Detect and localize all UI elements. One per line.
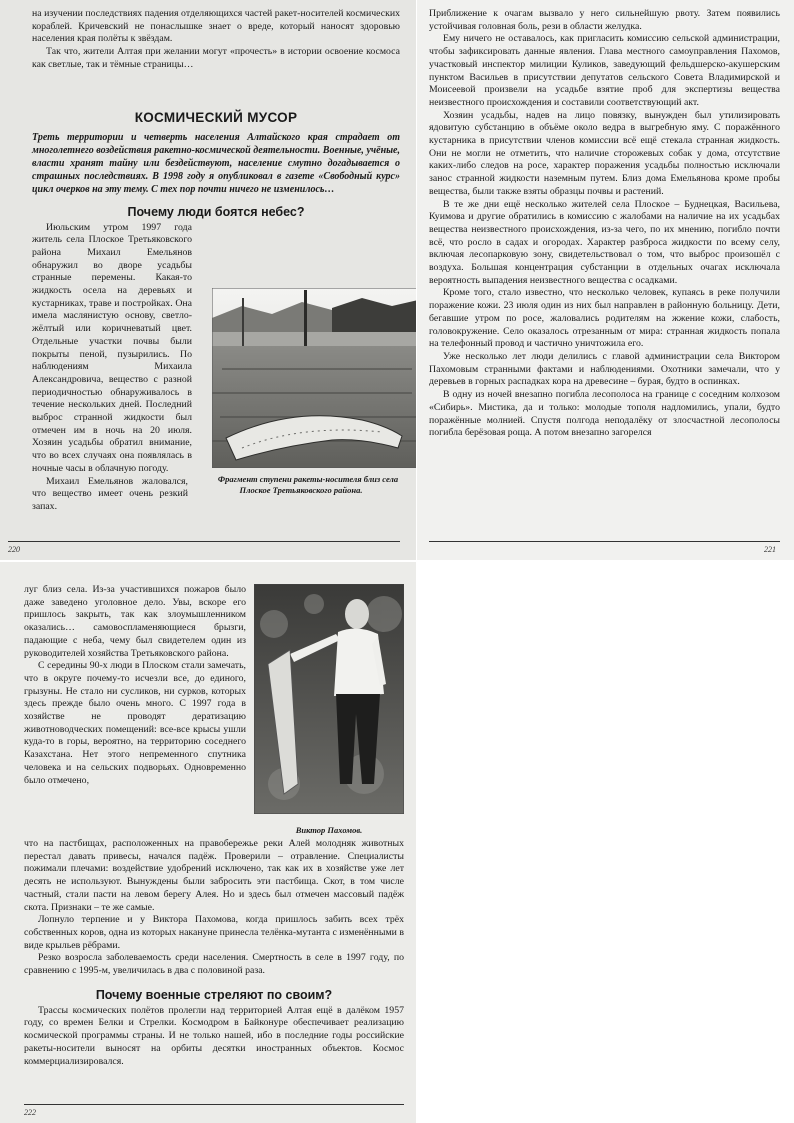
rocket-fragment-photo	[212, 288, 416, 468]
rocket-fragment-figure	[198, 288, 404, 502]
footer-rule	[24, 1104, 404, 1105]
blank-area	[417, 562, 794, 1123]
page-221-body	[429, 8, 780, 440]
page-222-final	[24, 1005, 404, 1069]
paragraph: В одну из ночей внезапно погибла лесополоса на границе с соседним колхозом «Сибирь». Мистика, да и только: молодые тополя надломились, упали, будто поражённые молнией. Спустя полгода неподалёку от злосчастной лесополосы погибла берёзовая роща. А потом внезапно загорелся	[429, 389, 780, 439]
paragraph: Михаил Емельянов жаловался, что вещество имеет очень резкий запах.	[32, 475, 188, 512]
article-title: КОСМИЧЕСКИЙ МУСОР	[134, 109, 298, 125]
page-number: 222	[24, 1108, 36, 1117]
viktor-pakhomov-figure	[254, 584, 404, 836]
paragraph: Приближение к очагам вызвало у него сильнейшую рвоту. Затем появились устойчивая головная боль, рези в области желудка.	[429, 8, 780, 32]
paragraph: Ему ничего не оставалось, как пригласить комиссию сельской администрации, чтобы зафиксировать данные явления. Глава местного самоуправления Пахомов, участковый инспектор милиции Куликов, заведующий фельдшерско-акушерским пунктом Васильев в присутствии депутатов сельского Совета Владимирской и Моисеевой произвели на усадьбе взятие проб для экспертизы вещества неизвестного происхождения и составили соответствующий акт.	[429, 33, 780, 108]
paragraph: луг близ села. Из-за участившихся пожаров было даже заведено уголовное дело. Увы, вскоре его пришлось закрыть, так как злоумышленником оказались… самовоспламеняющиеся брызги, падающие с неба, чему был свидетелем один из руководителей хозяйства Третьяковского района.	[24, 584, 246, 659]
paragraph: В те же дни ещё несколько жителей села Плоское – Буднецкая, Васильева, Куимова и другие обратились в комиссию с жалобами на наличие на их усадьбах вещества неизвестного происхождения, из-за чего, по их мнению, погибло почти всё, что росло в садах и огородах. Характер разброса жидкости по всему селу, включая лесопарковую зону, свидетельствовал о том, что выброс произошёл с воздуха. Большая концентрация субстанции в отдельных очагах исключала вероятность выпадения неизвестного вещества с осадками.	[429, 198, 780, 286]
paragraph: Хозяин усадьбы, надев на лицо повязку, вынужден был утилизировать ядовитую субстанцию в объёме около ведра в выгребную яму. С поражённого кустарника в присутствии членов комиссии всё ещё стекала странная жидкость. Они не могли не отметить, что наличие сторожевых собак у дома, отсутствие каких-либо следов на росе, характер поражения усадьбы полностью исключали занос странной жидкости наземным путем. Близ дома Емельянова кроме пробы вещества, были также взяты образцы почвы и растений.	[429, 109, 780, 197]
page-221	[417, 0, 794, 560]
paragraph: Так что, жители Алтая при желании могут «прочесть» в истории освоение космоса как светлые, так и тёмные страницы…	[32, 46, 400, 70]
page-number: 220	[8, 545, 20, 554]
paragraph: Трассы космических полётов пролегли над территорией Алтая ещё в далёком 1957 году, со времен Белки и Стрелки. Космодром в Байконуре обеспечивает реализацию космической программы страны. И не только нашей, ибо в последние годы российские ракеты-носители выносят на орбиты десятки иностранных объектов. Космос коммерциализировался.	[24, 1004, 404, 1067]
section-heading-2: Почему военные стреляют по своим?	[95, 987, 333, 1002]
page-222-body	[24, 838, 404, 978]
page-220-body	[32, 222, 400, 514]
paragraph: что на пастбищах, расположенных на правобережье реки Алей молодняк животных перестал давать привесы, начался падёж. Проверили – отравление. Специалисты пожимали плечами: воздействие удобрений исключено, так как их в хозяйстве уже лет десять не используют. Вынуждены были забросить эти пастбища. Скот, в том числе частный, стали пасти на левом берегу Алея. Но и здесь был отмечен массовый падёж скота. Признаки – те же самые.	[24, 838, 404, 913]
footer-rule	[429, 541, 780, 542]
paragraph: на изучении последствиях падения отделяющихся частей ракет-носителей космических кораблей. Кричевский не понаслышке знает о вреде, который наносят здоровью населения края полёты к звёздам.	[32, 8, 400, 45]
paragraph: Уже несколько лет люди делились с главой администрации села Виктором Пахомовым странными фактами и наблюдениями. Охотники замечали, что у деревьев в горных распадках кора на древесине – бурая, будто в оспинках.	[429, 350, 780, 388]
figure-caption: Фрагмент ступени ракеты-носителя близ села Плоское Третьяковского района.	[217, 474, 399, 496]
paragraph: Лопнуло терпение и у Виктора Пахомова, когда пришлось забить всех трёх собственных коров, одна из которых накануне принесла телёнка-мутанта с изменёнными в виде крыльев рёбрами.	[24, 914, 404, 951]
page-number: 221	[764, 545, 776, 554]
page-220-intro	[32, 8, 400, 72]
paragraph: С середины 90-х люди в Плоском стали замечать, что в округе почему-то исчезли все, до единого, грызуны. Не стало ни сусликов, ни сурков, которых здесь прежде было очень много. С 1997 года в хозяйстве не проводят дератизацию животноводческих помещений: все-все крысы ушли куда-то в горы, вероятно, на территорию соседнего Казахстана. Нет этого непременного спутника человека и на сельских подворьях. Одновременно было отмечено,	[24, 660, 246, 786]
figure-caption: Виктор Пахомов.	[295, 825, 363, 835]
section-heading-1: Почему люди боятся небес?	[127, 204, 305, 219]
paragraph: Кроме того, стало известно, что несколько человек, купаясь в реке получили поражение кожи. 23 июля один из них был направлен в районную больницу. Дети, бегавшие утром по росе, жаловались родителям на жжение кожи, слабость, головокружение. Село оказалось отрезанным от мира: странная жидкость попала на телефонный провод и частично уничтожила его.	[429, 287, 780, 350]
article-lead: Треть территории и четверть населения Алтайского края страдает от многолетнего воздействия ракетно-космической деятельности. Военные, учёные, власти хранят тайну или бездействуют, население смутно догадывается о страшных последствиях. В 1998 году я опубликовал в газете «Свободный курс» цикл очерков на эту тему. С тех пор почти ничего не изменилось…	[32, 131, 400, 196]
page-222	[0, 562, 416, 1123]
paragraph: Резко возросла заболеваемость среди населения. Смертность в селе в 1997 году, по сравнению с 1995-м, увеличилась в два с половиной раза.	[24, 952, 404, 977]
page-220	[0, 0, 416, 560]
footer-rule	[8, 541, 400, 542]
viktor-pakhomov-photo	[254, 584, 404, 814]
paragraph-text: Июльским утром 1997 года житель села Плоское Третьяковского района Михаил Емельянов обнаружил во дворе усадьбы странные перемены. Какая-то жидкость осела на деревьях и кустарниках, траве и постройках. Она имела маслянистую основу, светло-жёлтый или коричневатый цвет. Отдельные участки почвы были покрыты пеной, пузырились. По наблюдениям Михаила Александровича, вещество с разной периодичностью обнаруживалось в течение нескольких дней. Последний выброс странной жидкости был отмечен им в ночь на 20 июля. Хозяин усадьбы обратил внимание, что во всех случаях она появлялась в ночные часы в облачную погоду.	[32, 221, 192, 474]
